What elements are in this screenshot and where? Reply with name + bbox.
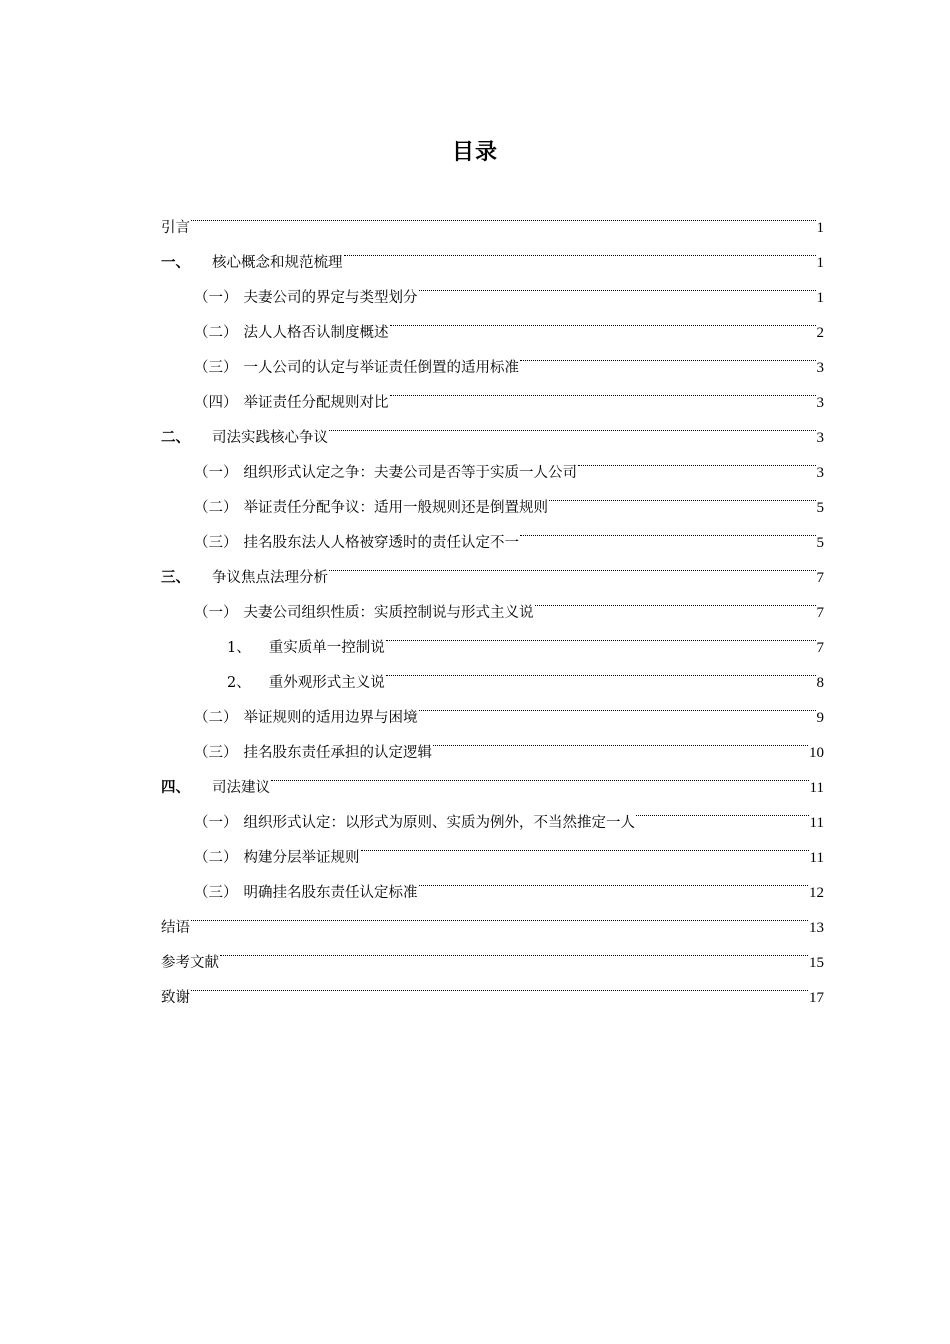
toc-page-number: 11 bbox=[809, 850, 824, 866]
toc-entry-text: 法人人格否认制度概述 bbox=[243, 325, 389, 341]
toc-entry-text: 重实质单一控制说 bbox=[268, 640, 385, 656]
toc-page-number: 10 bbox=[809, 745, 824, 761]
toc-entry-text: 挂名股东责任承担的认定逻辑 bbox=[243, 745, 432, 761]
toc-entry-text: 组织形式认定之争：夫妻公司是否等于实质一人公司 bbox=[243, 465, 577, 481]
toc-page-number: 11 bbox=[809, 815, 824, 831]
toc-page-number: 3 bbox=[816, 395, 824, 411]
toc-entry-number: （二） bbox=[194, 500, 238, 516]
toc-leader-dots bbox=[419, 267, 816, 302]
toc-leader-dots bbox=[419, 687, 816, 722]
toc-entry-number: （二） bbox=[194, 710, 238, 726]
toc-leader-dots bbox=[390, 372, 816, 407]
toc-page-number: 5 bbox=[816, 535, 824, 551]
toc-entry-text: 举证责任分配规则对比 bbox=[243, 395, 389, 411]
toc-entry-number: 1、 bbox=[227, 640, 251, 656]
toc-entry-number: 2、 bbox=[227, 675, 251, 691]
toc-leader-dots bbox=[344, 232, 816, 267]
toc-leader-dots bbox=[361, 827, 809, 862]
toc-entry-text: 司法实践核心争议 bbox=[212, 430, 328, 446]
toc-leader-dots bbox=[578, 442, 816, 477]
toc-entry-text: 组织形式认定：以形式为原则、实质为例外，不当然推定一人 bbox=[243, 815, 635, 831]
toc-page-number: 1 bbox=[816, 220, 824, 236]
toc-entry-number: 四、 bbox=[161, 780, 190, 796]
toc-page-number: 13 bbox=[809, 920, 824, 936]
toc-leader-dots bbox=[549, 477, 816, 512]
toc-entry-number: （三） bbox=[194, 885, 238, 901]
toc-entry-text: 夫妻公司组织性质：实质控制说与形式主义说 bbox=[243, 605, 534, 621]
toc-entry-number: （二） bbox=[194, 850, 238, 866]
toc-leader-dots bbox=[386, 617, 816, 652]
toc-leader-dots bbox=[520, 512, 816, 547]
toc-entry-text: 致谢 bbox=[161, 990, 190, 1006]
toc-page-number: 17 bbox=[809, 990, 824, 1006]
toc-entry-text: 引言 bbox=[161, 220, 190, 236]
toc-page-number: 7 bbox=[816, 640, 824, 656]
toc-entry-number: （一） bbox=[194, 465, 238, 481]
toc-entry-text: 争议焦点法理分析 bbox=[212, 570, 328, 586]
toc-page-number: 1 bbox=[816, 290, 824, 306]
toc-entry-text: 司法建议 bbox=[212, 780, 270, 796]
toc-entry-text: 挂名股东法人人格被穿透时的责任认定不一 bbox=[243, 535, 519, 551]
toc-entry-number: （三） bbox=[194, 535, 238, 551]
toc-page-number: 2 bbox=[816, 325, 824, 341]
toc-leader-dots bbox=[329, 547, 816, 582]
toc-leader-dots bbox=[220, 932, 808, 967]
toc-entry-text: 举证规则的适用边界与困境 bbox=[243, 710, 418, 726]
toc-entry-number: 三、 bbox=[161, 570, 190, 586]
toc-leader-dots bbox=[191, 967, 808, 1002]
toc-entry-number: （三） bbox=[194, 745, 238, 761]
toc-entry-text: 夫妻公司的界定与类型划分 bbox=[243, 290, 418, 306]
toc-leader-dots bbox=[191, 197, 816, 232]
toc-leader-dots bbox=[390, 302, 816, 337]
toc-page-number: 8 bbox=[816, 675, 824, 691]
toc-leader-dots bbox=[636, 792, 809, 827]
toc-entry-section-3-2[interactable] bbox=[161, 687, 824, 726]
toc-entry-subsection-3-1-2[interactable] bbox=[161, 652, 824, 691]
toc-leader-dots bbox=[191, 897, 808, 932]
toc-entry-conclusion[interactable] bbox=[161, 897, 824, 936]
toc-entry-number: （一） bbox=[194, 605, 238, 621]
toc-entry-chapter-1[interactable] bbox=[161, 232, 824, 271]
toc-entry-text: 重外观形式主义说 bbox=[268, 675, 385, 691]
toc-leader-dots bbox=[419, 862, 809, 897]
toc-entry-number: （四） bbox=[194, 395, 238, 411]
toc-page-number: 12 bbox=[809, 885, 824, 901]
toc-entry-number: （二） bbox=[194, 325, 238, 341]
toc-entry-number: 二、 bbox=[161, 430, 190, 446]
toc-page-number: 7 bbox=[816, 570, 824, 586]
toc-entry-text: 明确挂名股东责任认定标准 bbox=[243, 885, 418, 901]
toc-leader-dots bbox=[535, 582, 816, 617]
toc-leader-dots bbox=[520, 337, 816, 372]
toc-page-number: 1 bbox=[816, 255, 824, 271]
toc-page-number: 7 bbox=[816, 605, 824, 621]
toc-entry-text: 构建分层举证规则 bbox=[243, 850, 360, 866]
toc-page-number: 3 bbox=[816, 430, 824, 446]
toc-title: 目录 bbox=[451, 140, 498, 165]
toc-page-number: 15 bbox=[809, 955, 824, 971]
toc-entry-text: 结语 bbox=[161, 920, 190, 936]
toc-page-number: 3 bbox=[816, 360, 824, 376]
toc-page-number: 3 bbox=[816, 465, 824, 481]
toc-page-number: 5 bbox=[816, 500, 824, 516]
toc-entry-intro[interactable] bbox=[161, 197, 824, 236]
toc-leader-dots bbox=[271, 757, 809, 792]
toc-page-number: 9 bbox=[816, 710, 824, 726]
toc-entry-text: 参考文献 bbox=[161, 955, 219, 971]
toc-leader-dots bbox=[433, 722, 808, 757]
toc-page-number: 11 bbox=[809, 780, 824, 796]
table-of-contents bbox=[161, 197, 824, 1006]
toc-entry-number: 一、 bbox=[161, 255, 190, 271]
toc-entry-references[interactable] bbox=[161, 932, 824, 971]
toc-entry-number: （一） bbox=[194, 815, 238, 831]
toc-entry-number: （三） bbox=[194, 360, 238, 376]
toc-entry-text: 一人公司的认定与举证责任倒置的适用标准 bbox=[243, 360, 519, 376]
toc-leader-dots bbox=[329, 407, 816, 442]
toc-entry-number: （一） bbox=[194, 290, 238, 306]
toc-entry-acknowledgements[interactable] bbox=[161, 967, 824, 1006]
toc-entry-text: 举证责任分配争议：适用一般规则还是倒置规则 bbox=[243, 500, 548, 516]
toc-leader-dots bbox=[386, 652, 816, 687]
toc-entry-text: 核心概念和规范梳理 bbox=[212, 255, 343, 271]
